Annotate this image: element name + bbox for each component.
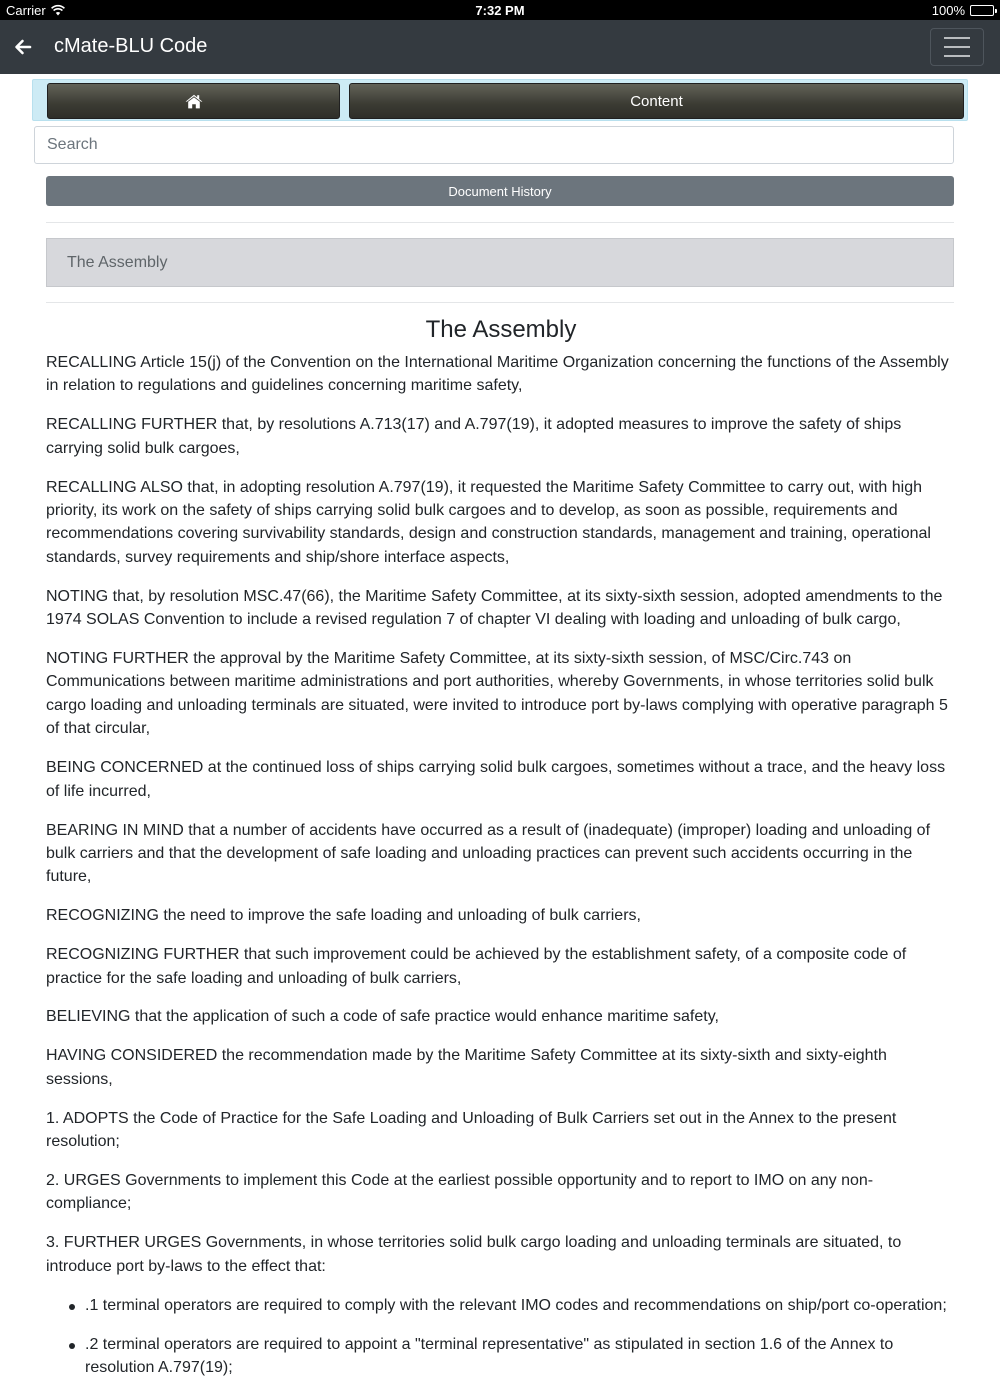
battery-icon [970,5,994,16]
home-icon [185,94,203,109]
document-history-button[interactable]: Document History [46,176,954,206]
breadcrumb[interactable]: The Assembly [46,238,954,287]
hamburger-menu-icon[interactable] [930,28,984,66]
doc-paragraph: 3. FURTHER URGES Governments, in whose territories solid bulk cargo loading and unloading terminals are situated, to introduce port by-laws to the effect that: [46,1234,902,1275]
home-button[interactable] [47,83,340,119]
status-time: 7:32 PM [475,3,525,18]
status-right [932,3,994,18]
toolbar [32,79,968,121]
content-button[interactable]: Content [349,83,964,119]
doc-paragraph: RECALLING ALSO that, in adopting resolution A.797(19), it requested the Maritime Safety Committee to carry out, with high priority, its work on the safety of ships carrying solid bulk cargoes and to develop, as soon as possible, requirements and recommendations covering survivability standards, design and construction standards, management and training, operational standards, survey requirements and ship/shore interface aspects, [46,478,931,566]
document-body [46,316,956,1395]
search-input[interactable] [34,126,954,164]
doc-bullet-list [46,1294,956,1380]
doc-bullet-item: .2 terminal operators are required to appoint a "terminal representative" as stipulated in section 1.6 of the Annex to resolution A.797(19); [66,1333,956,1380]
doc-paragraph: RECALLING Article 15(j) of the Convention on the International Maritime Organization concerning the functions of the Assembly in relation to regulations and guidelines concerning maritime safety, [46,354,949,395]
doc-paragraph: RECOGNIZING FURTHER that such improvement could be achieved by the establishment safety, of a composite code of practice for the safe loading and unloading of bulk carriers, [46,946,907,987]
battery-percent: 100% [931,3,965,18]
doc-paragraph: 2. URGES Governments to implement this Code at the earliest possible opportunity and to report to IMO on any non-compliance; [46,1171,874,1213]
document-title: The Assembly [425,316,577,343]
doc-paragraph: RECOGNIZING the need to improve the safe loading and unloading of bulk carriers, [46,907,641,925]
status-bar [0,0,1000,20]
doc-paragraph: 1. ADOPTS the Code of Practice for the Safe Loading and Unloading of Bulk Carriers set out in the Annex to the present resolution; [46,1109,897,1151]
divider [46,222,954,223]
doc-paragraph: BELIEVING that the application of such a code of safe practice would enhance maritime safety, [46,1008,719,1026]
divider [46,302,954,303]
doc-paragraph: BEING CONCERNED at the continued loss of ships carrying solid bulk cargoes, sometimes without a trace, and the heavy loss of life incurred, [46,759,946,800]
app-navbar [0,20,1000,74]
arrow-left-icon[interactable] [10,34,36,60]
doc-paragraph: BEARING IN MIND that a number of accidents have occurred as a result of (inadequate) (improper) loading and unloading of bulk carriers and that the development of safe loading and unloading practices can prevent such accidents occurring in the future, [46,821,931,886]
doc-paragraph: NOTING that, by resolution MSC.47(66), the Maritime Safety Committee, at its sixty-sixth session, adopted amendments to the 1974 SOLAS Convention to include a revised regulation 7 of chapter VI dealing with loading and unloading of bulk cargo, [46,587,943,629]
doc-paragraph: HAVING CONSIDERED the recommendation made by the Maritime Safety Committee at its sixty-sixth and sixty-eighth sessions, [46,1047,887,1088]
doc-paragraph: RECALLING FURTHER that, by resolutions A.713(17) and A.797(19), it adopted measures to improve the safety of ships carrying solid bulk cargoes, [46,416,902,457]
doc-paragraph: NOTING FURTHER the approval by the Maritime Safety Committee, at its sixty-sixth session, of MSC/Circ.743 on Communications between maritime administrations and port authorities, whereby Governments, in whose territories solid bulk cargo loading and unloading terminals are situated, were invited to introduce port by-laws complying with operative paragraph 5 of that circular, [46,650,948,738]
carrier-label: Carrier [6,3,46,18]
app-title: cMate-BLU Code [54,35,208,57]
doc-bullet-item: .1 terminal operators are required to comply with the relevant IMO codes and recommendations on ship/port co-operation; [66,1294,956,1317]
